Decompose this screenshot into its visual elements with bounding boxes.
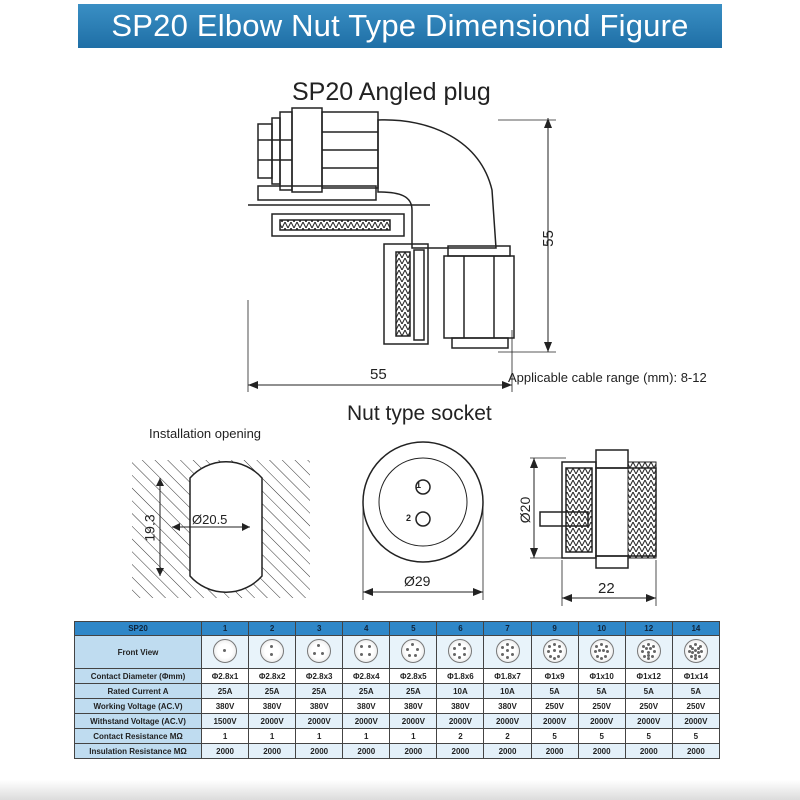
table-cell: 2000 bbox=[484, 744, 531, 759]
socket-pin-2-label: 2 bbox=[406, 513, 412, 523]
table-cell: Φ2.8x5 bbox=[390, 669, 437, 684]
front-view-cell bbox=[531, 636, 578, 669]
table-cell: 2 bbox=[437, 729, 484, 744]
table-cell: 5 bbox=[531, 729, 578, 744]
connector-face-icon bbox=[354, 639, 378, 663]
connector-face-icon bbox=[260, 639, 284, 663]
pin-count-header: 5 bbox=[390, 622, 437, 636]
table-cell: 380V bbox=[343, 699, 390, 714]
table-cell: 2000 bbox=[672, 744, 719, 759]
table-cell: 2000V bbox=[390, 714, 437, 729]
table-cell: Φ2.8x4 bbox=[343, 669, 390, 684]
table-cell: 2000 bbox=[578, 744, 625, 759]
table-row bbox=[75, 669, 720, 684]
table-cell: Φ2.8x1 bbox=[202, 669, 249, 684]
table-cell: 2000V bbox=[343, 714, 390, 729]
spec-table bbox=[74, 621, 720, 759]
table-cell: 380V bbox=[484, 699, 531, 714]
table-cell: 2000V bbox=[531, 714, 578, 729]
plug-width-dimension: 55 bbox=[370, 366, 387, 383]
opening-flat-dimension: 19.3 bbox=[141, 514, 158, 542]
row-label: Rated Current A bbox=[75, 684, 202, 699]
socket-side-diameter: Ø20 bbox=[517, 496, 534, 524]
connector-face-icon bbox=[684, 639, 708, 663]
table-cell: 5A bbox=[531, 684, 578, 699]
connector-face-icon bbox=[213, 639, 237, 663]
table-cell: 2000 bbox=[249, 744, 296, 759]
page-title: SP20 Elbow Nut Type Dimensiond Figure bbox=[111, 8, 689, 43]
row-label: Withstand Voltage (AC.V) bbox=[75, 714, 202, 729]
table-row bbox=[75, 744, 720, 759]
table-cell: 250V bbox=[672, 699, 719, 714]
table-cell: 5A bbox=[672, 684, 719, 699]
pin-count-header: 6 bbox=[437, 622, 484, 636]
table-cell: 5 bbox=[672, 729, 719, 744]
table-cell: 2000 bbox=[437, 744, 484, 759]
table-row bbox=[75, 714, 720, 729]
installation-opening-drawing bbox=[132, 460, 310, 598]
socket-face-diameter: Ø29 bbox=[404, 573, 431, 589]
table-cell: 2000V bbox=[672, 714, 719, 729]
table-cell: 380V bbox=[390, 699, 437, 714]
table-cell: 2000 bbox=[625, 744, 672, 759]
table-row bbox=[75, 684, 720, 699]
table-cell: 2000 bbox=[531, 744, 578, 759]
table-cell: 2000V bbox=[625, 714, 672, 729]
table-cell: 1 bbox=[202, 729, 249, 744]
table-cell: 5 bbox=[578, 729, 625, 744]
connector-face-icon bbox=[543, 639, 567, 663]
front-view-cell bbox=[672, 636, 719, 669]
table-cell: 2000 bbox=[202, 744, 249, 759]
table-cell: Φ1x9 bbox=[531, 669, 578, 684]
footer-shadow bbox=[0, 780, 800, 800]
pin-count-header: 7 bbox=[484, 622, 531, 636]
table-cell: 1500V bbox=[202, 714, 249, 729]
table-cell: 1 bbox=[296, 729, 343, 744]
pin-count-header: 9 bbox=[531, 622, 578, 636]
front-view-cell bbox=[202, 636, 249, 669]
connector-face-icon bbox=[496, 639, 520, 663]
socket-pin-1-label: 1 bbox=[416, 480, 422, 490]
table-cell: Φ1x14 bbox=[672, 669, 719, 684]
table-cell: 25A bbox=[390, 684, 437, 699]
angled-plug-drawing bbox=[248, 108, 556, 392]
table-cell: Φ1x10 bbox=[578, 669, 625, 684]
cable-range-note: Applicable cable range (mm): 8-12 bbox=[508, 370, 707, 385]
table-row bbox=[75, 699, 720, 714]
table-cell: 2000V bbox=[296, 714, 343, 729]
table-cell: 10A bbox=[437, 684, 484, 699]
table-cell: 380V bbox=[249, 699, 296, 714]
connector-face-icon bbox=[637, 639, 661, 663]
front-view-label: Front View bbox=[75, 636, 202, 669]
front-view-cell bbox=[578, 636, 625, 669]
table-cell: 1 bbox=[343, 729, 390, 744]
table-cell: 25A bbox=[343, 684, 390, 699]
table-cell: 2 bbox=[484, 729, 531, 744]
pin-count-header: 10 bbox=[578, 622, 625, 636]
table-cell: 2000V bbox=[484, 714, 531, 729]
connector-face-icon bbox=[448, 639, 472, 663]
connector-face-icon bbox=[590, 639, 614, 663]
plug-title: SP20 Angled plug bbox=[292, 78, 491, 106]
table-cell: 25A bbox=[296, 684, 343, 699]
pin-count-header: 3 bbox=[296, 622, 343, 636]
installation-label: Installation opening bbox=[149, 426, 262, 441]
table-cell: 2000V bbox=[578, 714, 625, 729]
table-cell: 380V bbox=[202, 699, 249, 714]
front-view-cell bbox=[296, 636, 343, 669]
socket-side-drawing bbox=[530, 450, 656, 606]
row-label: Insulation Resistance MΩ bbox=[75, 744, 202, 759]
table-corner: SP20 bbox=[75, 622, 202, 636]
table-cell: 5 bbox=[625, 729, 672, 744]
row-label: Contact Resistance MΩ bbox=[75, 729, 202, 744]
pin-count-header: 14 bbox=[672, 622, 719, 636]
pin-count-header: 1 bbox=[202, 622, 249, 636]
table-cell: 25A bbox=[202, 684, 249, 699]
table-cell: 380V bbox=[296, 699, 343, 714]
table-cell: Φ2.8x2 bbox=[249, 669, 296, 684]
table-row bbox=[75, 729, 720, 744]
table-cell: 1 bbox=[249, 729, 296, 744]
table-cell: Φ1x12 bbox=[625, 669, 672, 684]
table-cell: 2000V bbox=[437, 714, 484, 729]
plug-height-dimension: 55 bbox=[539, 230, 557, 247]
front-view-cell bbox=[343, 636, 390, 669]
front-view-cell bbox=[390, 636, 437, 669]
row-label: Working Voltage (AC.V) bbox=[75, 699, 202, 714]
table-cell: Φ1.8x6 bbox=[437, 669, 484, 684]
table-cell: 2000 bbox=[343, 744, 390, 759]
front-view-cell bbox=[437, 636, 484, 669]
table-header-row bbox=[75, 622, 720, 636]
front-view-cell bbox=[484, 636, 531, 669]
opening-diameter-label: Ø20.5 bbox=[192, 512, 228, 527]
front-view-cell bbox=[249, 636, 296, 669]
pin-count-header: 2 bbox=[249, 622, 296, 636]
socket-title: Nut type socket bbox=[347, 402, 492, 425]
table-cell: 1 bbox=[390, 729, 437, 744]
table-cell: 250V bbox=[578, 699, 625, 714]
front-view-cell bbox=[625, 636, 672, 669]
pin-count-header: 12 bbox=[625, 622, 672, 636]
front-view-row bbox=[75, 636, 720, 669]
table-cell: 2000 bbox=[390, 744, 437, 759]
table-cell: Φ2.8x3 bbox=[296, 669, 343, 684]
table-cell: 5A bbox=[578, 684, 625, 699]
connector-face-icon bbox=[307, 639, 331, 663]
table-cell: 25A bbox=[249, 684, 296, 699]
table-cell: 5A bbox=[625, 684, 672, 699]
table-cell: 250V bbox=[531, 699, 578, 714]
table-cell: 2000V bbox=[249, 714, 296, 729]
table-cell: Φ1.8x7 bbox=[484, 669, 531, 684]
table-cell: 250V bbox=[625, 699, 672, 714]
pin-count-header: 4 bbox=[343, 622, 390, 636]
table-cell: 10A bbox=[484, 684, 531, 699]
socket-side-length: 22 bbox=[598, 580, 615, 597]
table-cell: 2000 bbox=[296, 744, 343, 759]
row-label: Contact Diameter (Φmm) bbox=[75, 669, 202, 684]
connector-face-icon bbox=[401, 639, 425, 663]
table-cell: 380V bbox=[437, 699, 484, 714]
